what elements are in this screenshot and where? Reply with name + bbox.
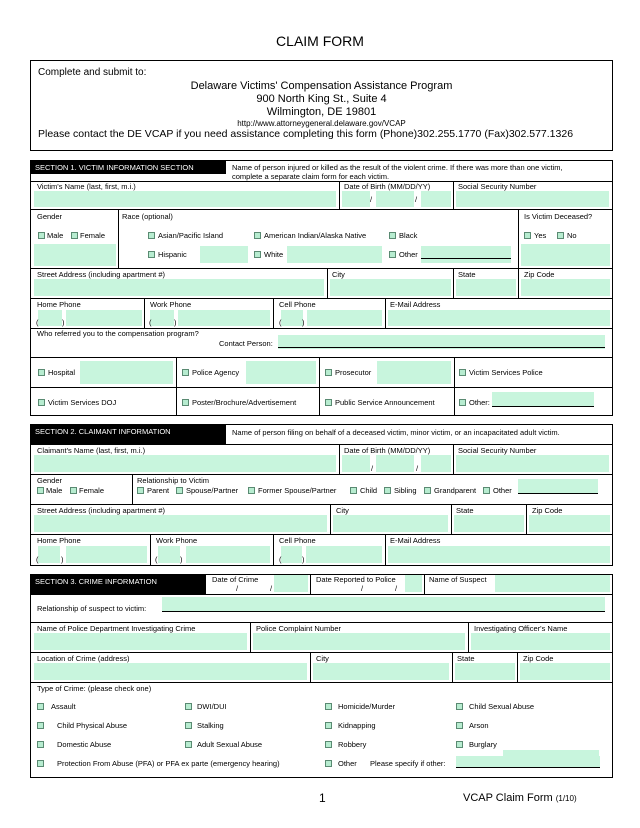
prosecutor-field[interactable] bbox=[377, 361, 451, 384]
submit-to-label: Complete and submit to: bbox=[38, 67, 147, 78]
deceased-yes-checkbox[interactable] bbox=[524, 232, 531, 239]
claimant-street-field[interactable] bbox=[34, 515, 327, 532]
hispanic-checkbox[interactable] bbox=[148, 251, 155, 258]
other-ref-label: Other: bbox=[469, 398, 490, 407]
stalking-checkbox[interactable] bbox=[185, 722, 192, 729]
org-name: Delaware Victims' Compensation Assistance Program bbox=[190, 80, 453, 92]
police-agency-field[interactable] bbox=[246, 361, 316, 384]
csa-checkbox[interactable] bbox=[456, 703, 463, 710]
claimant-city-label: City bbox=[336, 506, 349, 515]
claimant-cell-phone-label: Cell Phone bbox=[279, 536, 316, 545]
spouse-checkbox[interactable] bbox=[176, 487, 183, 494]
victim-dob-day-field[interactable] bbox=[376, 191, 414, 207]
victim-dob-label: Date of Birth (MM/DD/YY) bbox=[344, 182, 431, 191]
cpa-checkbox[interactable] bbox=[37, 722, 44, 729]
claimant-dob-month-field[interactable] bbox=[342, 455, 370, 472]
other-race-checkbox[interactable] bbox=[389, 251, 396, 258]
amind-checkbox[interactable] bbox=[254, 232, 261, 239]
poster-checkbox[interactable] bbox=[182, 399, 189, 406]
psa-checkbox[interactable] bbox=[325, 399, 332, 406]
org-address-2: Wilmington, DE 19801 bbox=[266, 106, 377, 118]
crime-other-checkbox[interactable] bbox=[325, 760, 332, 767]
robbery-label: Robbery bbox=[338, 740, 367, 749]
police-dept-label: Name of Police Department Investigating Crime bbox=[37, 624, 196, 633]
child-label: Child bbox=[360, 486, 378, 495]
date-reported-label: Date Reported to Police bbox=[316, 575, 396, 584]
other-ref-field[interactable] bbox=[492, 392, 594, 407]
csa-label: Child Sexual Abuse bbox=[469, 702, 535, 711]
form-name bbox=[463, 792, 577, 804]
suspect-field[interactable] bbox=[495, 575, 610, 592]
section2-note: Name of person filing on behalf of a deceased victim, minor victim, or an incapacitated adult victim. bbox=[232, 428, 560, 437]
police-agency-label: Police Agency bbox=[192, 368, 240, 377]
female-checkbox[interactable] bbox=[71, 232, 78, 239]
location-label: Location of Crime (address) bbox=[37, 654, 130, 663]
form-pages: (1/10) bbox=[555, 794, 577, 803]
rel-other-checkbox[interactable] bbox=[483, 487, 490, 494]
kidnapping-label: Kidnapping bbox=[338, 721, 376, 730]
claimant-state-field[interactable] bbox=[454, 515, 524, 532]
home-phone-area[interactable] bbox=[38, 310, 62, 326]
pfa-label: Protection From Abuse (PFA) or PFA ex parte (emergency hearing) bbox=[57, 759, 280, 768]
asa-checkbox[interactable] bbox=[185, 741, 192, 748]
org-address-1: 900 North King St., Suite 4 bbox=[256, 93, 387, 105]
city-field[interactable] bbox=[330, 279, 451, 296]
claimant-dob-year-field[interactable] bbox=[421, 455, 451, 472]
contact-person-label: Contact Person: bbox=[219, 339, 273, 348]
claimant-name-label: Claimant's Name (last, first, m.i.) bbox=[37, 446, 146, 455]
referred-label: Who referred you to the compensation program? bbox=[37, 329, 199, 338]
email-field[interactable] bbox=[388, 310, 610, 326]
location-field[interactable] bbox=[34, 663, 307, 680]
work-phone-number[interactable] bbox=[178, 310, 270, 326]
home-phone-number[interactable] bbox=[66, 310, 142, 326]
claimant-female-label: Female bbox=[79, 486, 105, 495]
female-label: Female bbox=[80, 231, 106, 240]
deceased-yes-label: Yes bbox=[534, 231, 547, 240]
parent-checkbox[interactable] bbox=[137, 487, 144, 494]
psa-label: Public Service Announcement bbox=[335, 398, 435, 407]
deceased-no-checkbox[interactable] bbox=[557, 232, 564, 239]
specify-label: Please specify if other: bbox=[370, 759, 446, 768]
zip-label: Zip Code bbox=[524, 270, 555, 279]
crime-city-label: City bbox=[316, 654, 329, 663]
claimant-male-label: Male bbox=[46, 486, 63, 495]
home-phone-label: Home Phone bbox=[37, 300, 81, 309]
crime-type-label: Type of Crime: (please check one) bbox=[37, 684, 152, 693]
hospital-checkbox[interactable] bbox=[38, 369, 45, 376]
claimant-gender-label: Gender bbox=[37, 476, 63, 485]
dwi-checkbox[interactable] bbox=[185, 703, 192, 710]
asian-checkbox[interactable] bbox=[148, 232, 155, 239]
white-label: White bbox=[264, 250, 284, 259]
race-label: Race (optional) bbox=[122, 212, 173, 221]
amind-label: American Indian/Alaska Native bbox=[264, 231, 367, 240]
victim-name-field[interactable] bbox=[34, 191, 336, 207]
cell-phone-label: Cell Phone bbox=[279, 300, 316, 309]
claimant-zip-field[interactable] bbox=[529, 515, 610, 532]
officer-field[interactable] bbox=[471, 633, 610, 650]
suspect-relationship-field[interactable] bbox=[162, 597, 605, 612]
claimant-cell-number[interactable] bbox=[306, 546, 382, 563]
victim-ssn-label: Social Security Number bbox=[458, 182, 537, 191]
claimant-ssn-label: Social Security Number bbox=[458, 446, 537, 455]
arson-checkbox[interactable] bbox=[456, 722, 463, 729]
vs-doj-checkbox[interactable] bbox=[38, 399, 45, 406]
claimant-home-phone-label: Home Phone bbox=[37, 536, 81, 545]
suspect-label: Name of Suspect bbox=[429, 575, 487, 584]
state-field[interactable] bbox=[456, 279, 516, 296]
section1-header: SECTION 1. VICTIM INFORMATION SECTION bbox=[31, 161, 226, 174]
officer-label: Investigating Officer's Name bbox=[474, 624, 568, 633]
other-ref-checkbox[interactable] bbox=[459, 399, 466, 406]
claimant-street-label: Street Address (including apartment #) bbox=[37, 506, 165, 515]
sibling-checkbox[interactable] bbox=[384, 487, 391, 494]
deceased-blank-field[interactable] bbox=[521, 244, 610, 266]
section3-header: SECTION 3. CRIME INFORMATION bbox=[31, 575, 206, 594]
state-label: State bbox=[458, 270, 476, 279]
city-label: City bbox=[332, 270, 345, 279]
street-label: Street Address (including apartment #) bbox=[37, 270, 165, 279]
vs-police-label: Victim Services Police bbox=[469, 368, 543, 377]
domestic-checkbox[interactable] bbox=[37, 741, 44, 748]
victim-dob-month-field[interactable] bbox=[342, 191, 370, 207]
grandparent-label: Grandparent bbox=[434, 486, 477, 495]
poster-label: Poster/Brochure/Advertisement bbox=[192, 398, 297, 407]
claimant-work-phone-label: Work Phone bbox=[156, 536, 198, 545]
hospital-label: Hospital bbox=[48, 368, 76, 377]
victim-dob-year-field[interactable] bbox=[421, 191, 451, 207]
other-race-label: Other bbox=[399, 250, 418, 259]
work-phone-label: Work Phone bbox=[150, 300, 192, 309]
claimant-zip-label: Zip Code bbox=[532, 506, 563, 515]
rel-other-label: Other bbox=[493, 486, 512, 495]
claimant-email-label: E-Mail Address bbox=[390, 536, 441, 545]
victim-name-label: Victim's Name (last, first, m.i.) bbox=[37, 182, 136, 191]
claimant-dob-day-field[interactable] bbox=[376, 455, 414, 472]
page-title: CLAIM FORM bbox=[276, 33, 364, 49]
cpa-label: Child Physical Abuse bbox=[57, 721, 128, 730]
black-checkbox[interactable] bbox=[389, 232, 396, 239]
claimant-name-field[interactable] bbox=[34, 455, 336, 472]
crime-state-field[interactable] bbox=[455, 663, 515, 680]
kidnapping-checkbox[interactable] bbox=[325, 722, 332, 729]
arson-label: Arson bbox=[469, 721, 489, 730]
gender-label: Gender bbox=[37, 212, 63, 221]
robbery-checkbox[interactable] bbox=[325, 741, 332, 748]
claimant-email-field[interactable] bbox=[388, 546, 610, 563]
date-crime-field[interactable] bbox=[274, 575, 308, 592]
spouse-label: Spouse/Partner bbox=[186, 486, 239, 495]
complaint-number-label: Police Complaint Number bbox=[256, 624, 342, 633]
prosecutor-checkbox[interactable] bbox=[325, 369, 332, 376]
claimant-dob-label: Date of Birth (MM/DD/YY) bbox=[344, 446, 431, 455]
claimant-home-number[interactable] bbox=[66, 546, 147, 563]
pfa-checkbox[interactable] bbox=[37, 760, 44, 767]
hospital-field[interactable] bbox=[80, 361, 173, 384]
black-label: Black bbox=[399, 231, 418, 240]
section1-note-1: Name of person injured or killed as the result of the violent crime. If there was more than one victim, bbox=[232, 163, 563, 172]
grandparent-checkbox[interactable] bbox=[424, 487, 431, 494]
form-name-text: VCAP Claim Form bbox=[463, 792, 553, 804]
claimant-ssn-field[interactable] bbox=[456, 455, 609, 472]
sibling-label: Sibling bbox=[394, 486, 417, 495]
claimant-home-area[interactable] bbox=[38, 546, 60, 563]
police-agency-checkbox[interactable] bbox=[182, 369, 189, 376]
claimant-state-label: State bbox=[456, 506, 474, 515]
prosecutor-label: Prosecutor bbox=[335, 368, 372, 377]
work-phone-area[interactable] bbox=[150, 310, 174, 326]
claimant-relationship-label: Relationship to Victim bbox=[137, 476, 209, 485]
cell-phone-number[interactable] bbox=[307, 310, 382, 326]
crime-other-label: Other bbox=[338, 759, 357, 768]
claimant-city-field[interactable] bbox=[333, 515, 448, 532]
crime-zip-label: Zip Code bbox=[523, 654, 554, 663]
gender-blank-field[interactable] bbox=[34, 244, 116, 266]
claimant-work-area[interactable] bbox=[158, 546, 180, 563]
burglary-checkbox[interactable] bbox=[456, 741, 463, 748]
male-label: Male bbox=[47, 231, 64, 240]
page-number: 1 bbox=[319, 791, 326, 805]
claimant-female-checkbox[interactable] bbox=[70, 487, 77, 494]
male-checkbox[interactable] bbox=[38, 232, 45, 239]
former-spouse-label: Former Spouse/Partner bbox=[258, 486, 337, 495]
contact-line: Please contact the DE VCAP if you need assistance completing this form (Phone)302.255.1770 (Fax)302.577.1326 bbox=[38, 128, 574, 140]
deceased-label: Is Victim Deceased? bbox=[524, 212, 593, 221]
section2-header: SECTION 2. CLAIMANT INFORMATION bbox=[31, 425, 226, 444]
homicide-checkbox[interactable] bbox=[325, 703, 332, 710]
claimant-work-number[interactable] bbox=[186, 546, 270, 563]
police-dept-field[interactable] bbox=[34, 633, 247, 650]
crime-city-field[interactable] bbox=[313, 663, 449, 680]
suspect-relationship-label: Relationship of suspect to victim: bbox=[37, 604, 147, 613]
assault-checkbox[interactable] bbox=[37, 703, 44, 710]
rel-other-field[interactable] bbox=[518, 479, 598, 494]
parent-label: Parent bbox=[147, 486, 170, 495]
claimant-male-checkbox[interactable] bbox=[37, 487, 44, 494]
burglary-label: Burglary bbox=[469, 740, 497, 749]
deceased-no-label: No bbox=[567, 231, 577, 240]
dwi-label: DWI/DUI bbox=[197, 702, 227, 711]
specify-field[interactable] bbox=[456, 756, 600, 767]
org-url[interactable]: http://www.attorneygeneral.delaware.gov/VCAP bbox=[237, 119, 406, 128]
street-field[interactable] bbox=[34, 279, 324, 296]
crime-state-label: State bbox=[457, 654, 475, 663]
asian-label: Asian/Pacific Island bbox=[158, 231, 224, 240]
zip-field[interactable] bbox=[521, 279, 610, 296]
stalking-label: Stalking bbox=[197, 721, 224, 730]
crime-zip-field[interactable] bbox=[520, 663, 610, 680]
asa-label: Adult Sexual Abuse bbox=[197, 740, 263, 749]
homicide-label: Homicide/Murder bbox=[338, 702, 396, 711]
race-fill-2[interactable] bbox=[287, 246, 382, 263]
domestic-label: Domestic Abuse bbox=[57, 740, 112, 749]
hispanic-label: Hispanic bbox=[158, 250, 187, 259]
race-fill-1[interactable] bbox=[200, 246, 248, 263]
cell-phone-area[interactable] bbox=[281, 310, 303, 326]
white-checkbox[interactable] bbox=[254, 251, 261, 258]
other-race-field[interactable] bbox=[421, 246, 511, 263]
vs-police-checkbox[interactable] bbox=[459, 369, 466, 376]
complaint-number-field[interactable] bbox=[253, 633, 465, 650]
former-spouse-checkbox[interactable] bbox=[248, 487, 255, 494]
date-crime-label: Date of Crime bbox=[212, 575, 259, 584]
claimant-cell-area[interactable] bbox=[281, 546, 302, 563]
assault-label: Assault bbox=[51, 702, 76, 711]
child-checkbox[interactable] bbox=[350, 487, 357, 494]
email-label: E-Mail Address bbox=[390, 300, 441, 309]
vs-doj-label: Victim Services DOJ bbox=[48, 398, 117, 407]
section1-note-2: complete a separate claim form for each victim. bbox=[232, 172, 390, 181]
date-reported-field[interactable] bbox=[405, 575, 422, 592]
victim-ssn-field[interactable] bbox=[456, 191, 609, 207]
